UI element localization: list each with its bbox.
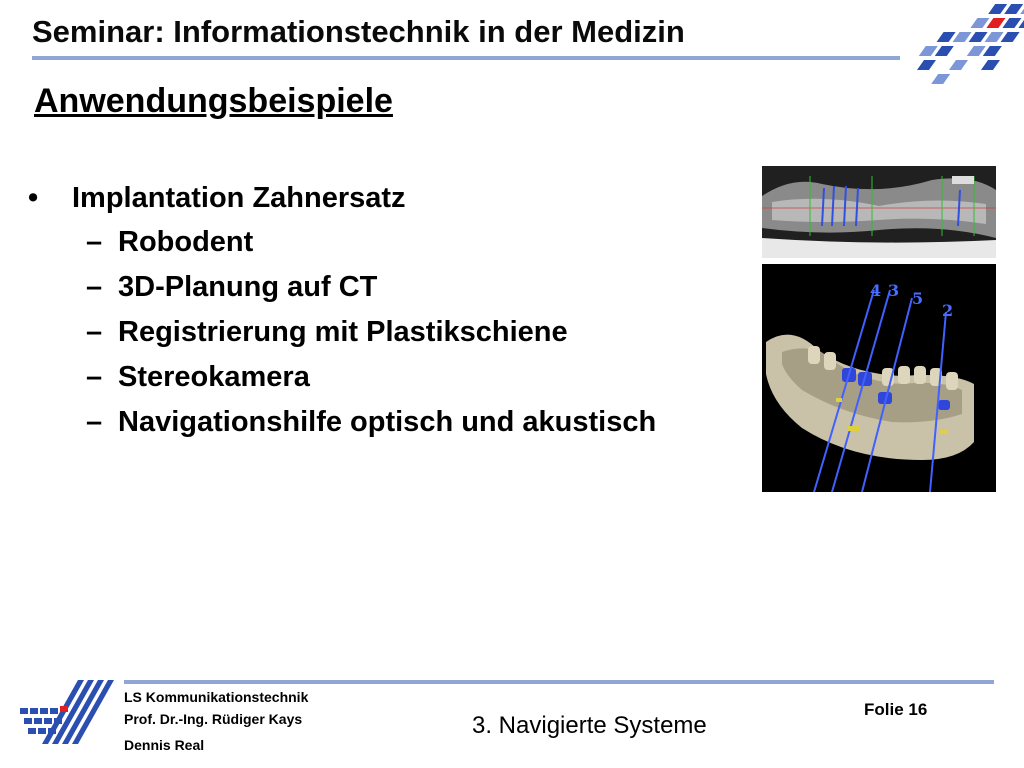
implant-label-5: 5	[912, 289, 924, 308]
footer-divider	[124, 680, 994, 684]
dash-marker: –	[86, 316, 103, 348]
sub-bullet-text: Robodent	[118, 226, 254, 258]
slide-number: Folie 16	[864, 700, 928, 719]
bullet-text: Implantation Zahnersatz	[72, 182, 406, 214]
implant-label-4: 4	[870, 281, 882, 300]
footer-author: Dennis Real	[124, 737, 205, 753]
sub-bullet-text: Navigationshilfe optisch und akustisch	[118, 406, 657, 438]
footer-professor: Prof. Dr.-Ing. Rüdiger Kays	[124, 711, 303, 727]
dash-marker: –	[86, 271, 103, 303]
footer-topic: 3. Navigierte Systeme	[472, 712, 707, 739]
dash-marker: –	[86, 406, 103, 438]
bullet-marker: •	[28, 182, 39, 214]
slide-heading: Anwendungsbeispiele	[34, 82, 393, 120]
implant-label-2: 2	[942, 301, 954, 320]
header-title: Seminar: Informationstechnik in der Medizin	[32, 14, 685, 49]
header-divider	[32, 56, 900, 60]
sub-bullet-text: Registrierung mit Plastikschiene	[118, 316, 568, 348]
footer-org: LS Kommunikationstechnik	[124, 689, 309, 705]
chair-logo-icon	[906, 0, 1024, 96]
dash-marker: –	[86, 361, 103, 393]
jaw-model-image	[762, 264, 996, 492]
implant-label-3: 3	[888, 281, 900, 300]
dash-marker: –	[86, 226, 103, 258]
sub-bullet-text: 3D-Planung auf CT	[118, 271, 378, 303]
sub-bullet-text: Stereokamera	[118, 361, 310, 393]
ct-scan-image	[762, 166, 996, 258]
chair-logo-icon	[18, 680, 118, 744]
